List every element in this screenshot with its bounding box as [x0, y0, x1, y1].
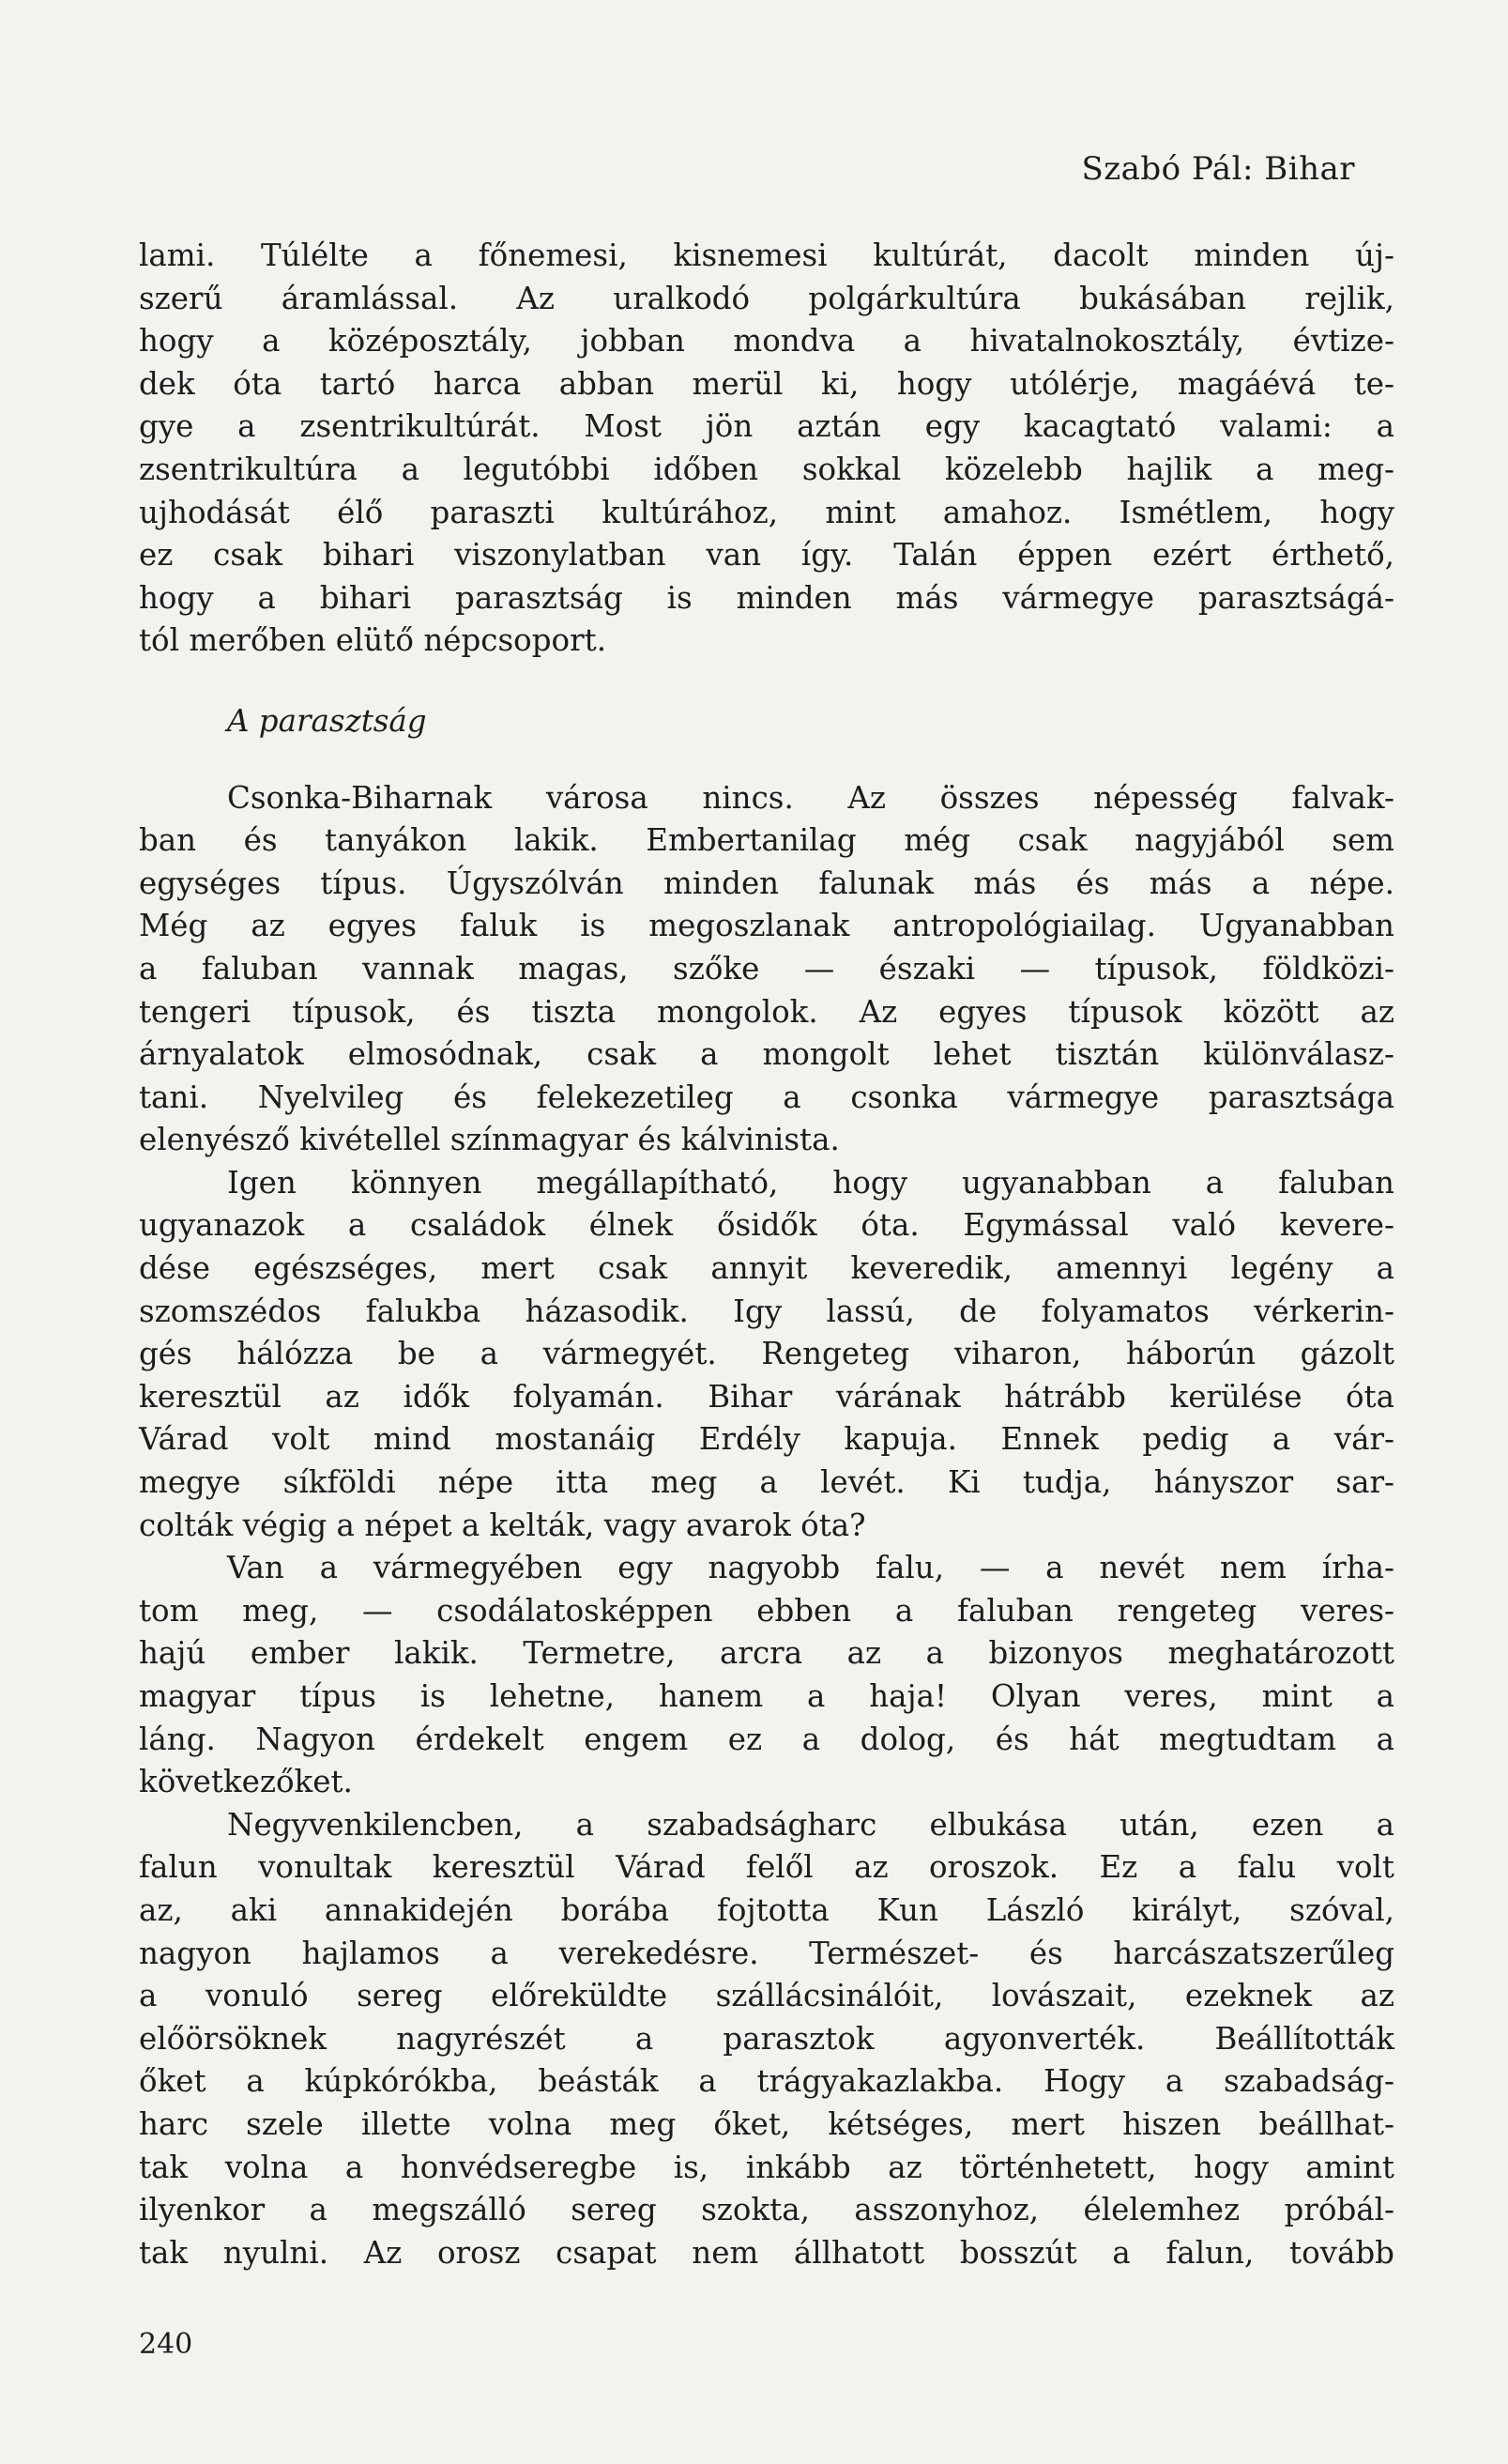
page-number: 240	[139, 2328, 193, 2361]
text-line: elenyésző kivétellel színmagyar és kálvinista.	[139, 1122, 840, 1158]
paragraph-1	[139, 235, 1394, 663]
text-line: dése egészséges, mert csak annyit keveredik, amennyi legény a	[139, 1250, 1394, 1287]
text-line: Negyvenkilencben, a szabadságharc elbukása után, ezen a	[227, 1806, 1394, 1843]
text-line: egységes típus. Úgyszólván minden falunak más és más a népe.	[139, 865, 1394, 901]
text-line: Még az egyes faluk is megoszlanak antropológiailag. Ugyanabban	[139, 908, 1394, 944]
text-line: lami. Túlélte a főnemesi, kisnemesi kultúrát, dacolt minden új-	[139, 237, 1394, 273]
page-body	[139, 235, 1394, 2274]
text-line: hogy a középosztály, jobban mondva a hivatalnokosztály, évtize-	[139, 323, 1394, 360]
text-line: colták végig a népet a kelták, vagy avarok óta?	[139, 1507, 866, 1543]
text-line: magyar típus is lehetne, hanem a haja! Olyan veres, mint a	[139, 1678, 1394, 1714]
text-line: a faluban vannak magas, szőke — északi — típusok, földközi-	[139, 950, 1394, 987]
text-line: Igen könnyen megállapítható, hogy ugyanabban a faluban	[227, 1164, 1394, 1201]
text-line: Csonka-Biharnak városa nincs. Az összes népesség falvak-	[227, 779, 1394, 816]
paragraph-5	[139, 1804, 1394, 2275]
text-line: a vonuló sereg előreküldte szállácsinálóit, lovászait, ezeknek az	[139, 1978, 1394, 2014]
text-line: ez csak bihari viszonylatban van így. Talán éppen ezért érthető,	[139, 537, 1394, 574]
text-line: gye a zsentrikultúrát. Most jön aztán egy kacagtató valami: a	[139, 408, 1394, 445]
text-line: megye síkföldi népe itta meg a levét. Ki tudja, hányszor sar-	[139, 1464, 1394, 1501]
text-line: tom meg, — csodálatosképpen ebben a faluban rengeteg veres-	[139, 1592, 1394, 1629]
text-line: ugyanazok a családok élnek ősidők óta. Egymással való kevere-	[139, 1207, 1394, 1244]
text-line: tak volna a honvédseregbe is, inkább az történhetett, hogy amint	[139, 2149, 1394, 2185]
text-line: ilyenkor a megszálló sereg szokta, asszonyhoz, élelemhez próbál-	[139, 2192, 1394, 2228]
text-line: gés hálózza be a vármegyét. Rengeteg viharon, háborún gázolt	[139, 1336, 1394, 1372]
text-line: őket a kúpkórókba, beásták a trágyakazlakba. Hogy a szabadság-	[139, 2063, 1394, 2100]
running-head: Szabó Pál: Bihar	[1081, 150, 1355, 188]
text-line: ban és tanyákon lakik. Embertanilag még csak nagyjából sem	[139, 822, 1394, 859]
text-line: következőket.	[139, 1764, 353, 1800]
text-line: tani. Nyelvileg és felekezetileg a csonka vármegye parasztsága	[139, 1079, 1394, 1115]
text-line: Várad volt mind mostanáig Erdély kapuja. Ennek pedig a vár-	[139, 1421, 1394, 1458]
text-line: keresztül az idők folyamán. Bihar várának hátrább kerülése óta	[139, 1378, 1394, 1415]
text-line: előörsöknek nagyrészét a parasztok agyonverték. Beállították	[139, 2020, 1394, 2057]
text-line: tengeri típusok, és tiszta mongolok. Az egyes típusok között az	[139, 993, 1394, 1030]
text-line: harc szele illette volna meg őket, kétséges, mert hiszen beállhat-	[139, 2105, 1394, 2142]
text-line: tól merőben elütő népcsoport.	[139, 622, 607, 659]
text-line: dek óta tartó harca abban merül ki, hogy utólérje, magáévá te-	[139, 365, 1394, 402]
paragraph-3	[139, 1162, 1394, 1547]
text-line: zsentrikultúra a legutóbbi időben sokkal közelebb hajlik a meg-	[139, 451, 1394, 487]
paragraph-2	[139, 777, 1394, 1162]
text-line: nagyon hajlamos a verekedésre. Természet- és harcászatszerűleg	[139, 1935, 1394, 1971]
text-line: ujhodását élő paraszti kultúrához, mint amahoz. Ismétlem, hogy	[139, 494, 1394, 530]
section-heading: A parasztság	[227, 702, 427, 739]
text-line: szerű áramlással. Az uralkodó polgárkultúra bukásában rejlik,	[139, 280, 1394, 316]
paragraph-4	[139, 1547, 1394, 1804]
text-line: láng. Nagyon érdekelt engem ez a dolog, és hát megtudtam a	[139, 1721, 1394, 1757]
text-line: falun vonultak keresztül Várad felől az oroszok. Ez a falu volt	[139, 1849, 1394, 1886]
text-line: árnyalatok elmosódnak, csak a mongolt lehet tisztán különválasz-	[139, 1036, 1394, 1073]
text-line: az, aki annakidején borába fojtotta Kun László királyt, szóval,	[139, 1891, 1394, 1928]
text-line: szomszédos falukba házasodik. Igy lassú, de folyamatos vérkerin-	[139, 1293, 1394, 1329]
text-line: hajú ember lakik. Termetre, arcra az a bizonyos meghatározott	[139, 1635, 1394, 1672]
text-line: Van a vármegyében egy nagyobb falu, — a nevét nem írha-	[227, 1550, 1394, 1586]
text-line: hogy a bihari parasztság is minden más vármegye parasztságá-	[139, 579, 1394, 616]
text-line: tak nyulni. Az orosz csapat nem állhatott bosszút a falun, tovább	[139, 2234, 1394, 2271]
